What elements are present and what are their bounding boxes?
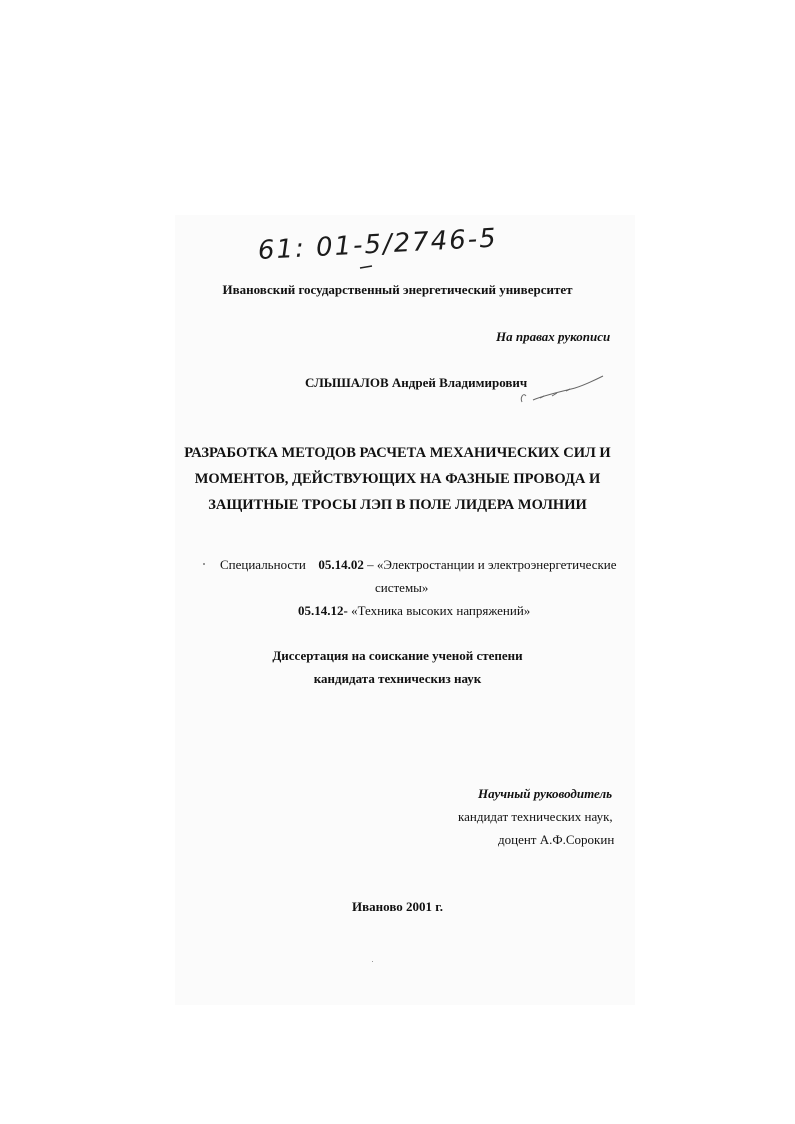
specialty-line-2	[298, 603, 530, 619]
specialty-code-1: 05.14.02	[318, 557, 364, 572]
supervisor-heading: Научный руководитель	[478, 786, 613, 801]
specialty-desc-1: – «Электростанции и электроэнергетические	[363, 557, 617, 572]
city-year: Иваново 2001 г.	[352, 899, 443, 914]
dissertation-degree-line-2: кандидата техническиз наук	[313, 671, 482, 686]
scan-speck	[203, 563, 205, 565]
specialty-desc-1-continued: системы»	[375, 580, 429, 595]
archive-code: 61: 01-5/2746-5	[257, 223, 499, 266]
supervisor-degree: кандидат технических наук,	[458, 809, 613, 824]
specialty-label: Специальности	[220, 557, 306, 572]
specialty-line-1	[220, 557, 617, 573]
dissertation-degree-line-1: Диссертация на соискание ученой степени	[272, 648, 523, 663]
manuscript-rights: На правах рукописи	[496, 329, 611, 344]
supervisor-name: доцент А.Ф.Сорокин	[498, 832, 615, 847]
signature	[521, 376, 603, 402]
specialty-code-2: 05.14.12-	[298, 603, 348, 618]
author-name: СЛЫШАЛОВ Андрей Владимирович	[305, 375, 528, 390]
title-line: ЗАЩИТНЫЕ ТРОСЫ ЛЭП В ПОЛЕ ЛИДЕРА МОЛНИИ	[208, 497, 587, 513]
title-line: РАЗРАБОТКА МЕТОДОВ РАСЧЕТА МЕХАНИЧЕСКИХ СИЛ И	[184, 445, 611, 461]
dissertation-title	[0, 440, 795, 518]
scan-speck	[372, 961, 373, 962]
title-line: МОМЕНТОВ, ДЕЙСТВУЮЩИХ НА ФАЗНЫЕ ПРОВОДА И	[194, 471, 601, 487]
university-name: Ивановский государственный энергетический университет	[222, 282, 573, 297]
specialty-desc-2: «Техника высоких напряжений»	[347, 603, 531, 618]
